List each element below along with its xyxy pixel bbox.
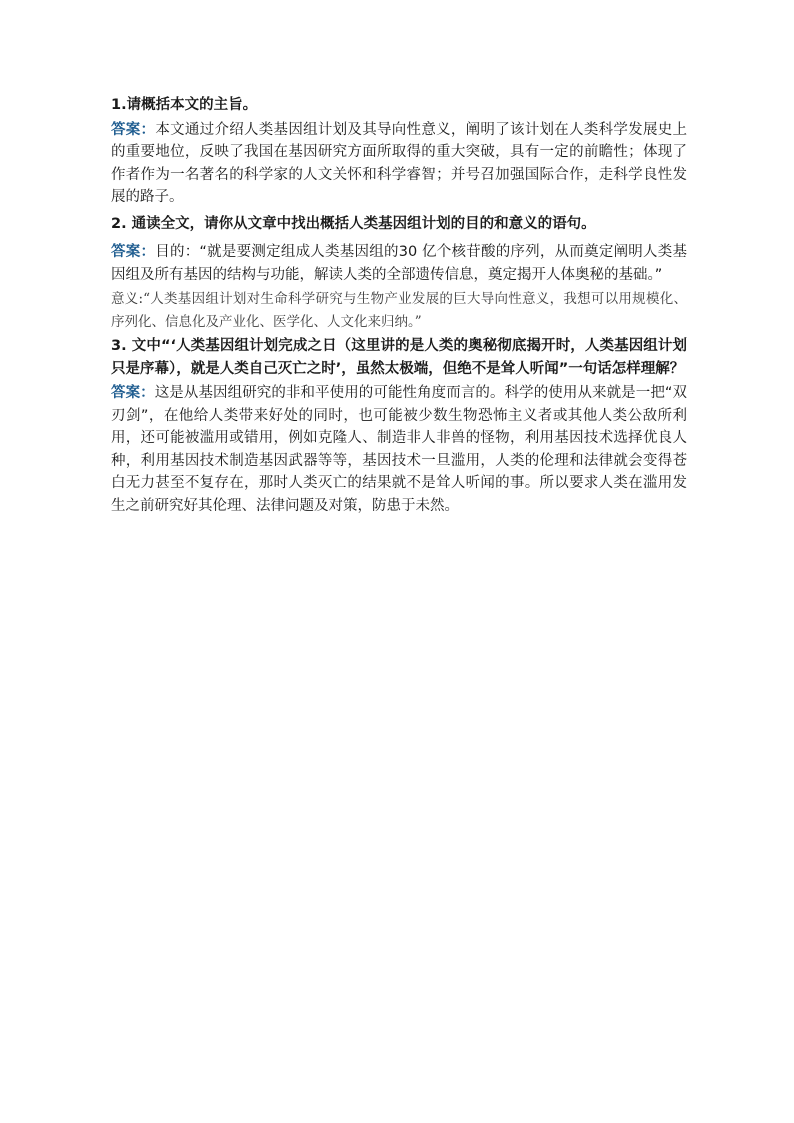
answer-3 [111, 382, 687, 517]
question-3: 3. 文中“‘人类基因组计划完成之日（这里讲的是人类的奥秘彻底揭开时，人类基因组计划只是序幕），就是人类自己灭亡之时’，虽然太极端，但绝不是耸人听闻”一句话怎样理解？ [111, 338, 687, 377]
answer-3-text: 这是从基因组研究的非和平使用的可能性角度而言的。科学的使用从来就是一把“双刃剑”，在他给人类带来好处的同时，也可能被少数生物恐怖主义者或其他人类公敌所利用，还可能被滥用或错用，例如克隆人、制造非人非兽的怪物，利用基因技术选择优良人种，利用基因技术制造基因武器等等，基因技术一旦滥用，人类的伦理和法律就会变得苍白无力甚至不复存在，那时人类灭亡的结果就不是耸人听闻的事。所以要求人类在滥用发生之前研究好其伦理、法律问题及对策，防患于未然。 [111, 385, 687, 514]
answer-label: 答案： [111, 385, 155, 401]
document-body [111, 92, 687, 519]
answer-2-purpose [111, 241, 687, 286]
answer-2-meaning: 意义:“人类基因组计划对生命科学研究与生物产业发展的巨大导向性意义，我想可以用规模化、序列化、信息化及产业化、医学化、人文化来归纳。” [111, 291, 687, 330]
answer-label: 答案： [111, 121, 156, 138]
answer-2-purpose-text: 目的：“就是要测定组成人类基因组的30 亿个核苷酸的序列，从而奠定阐明人类基因组及所有基因的结构与功能，解读人类的全部遗传信息，奠定揭开人体奥秘的基础。” [111, 244, 688, 283]
answer-1-text: 本文通过介绍人类基因组计划及其导向性意义，阐明了该计划在人类科学发展史上的重要地位，反映了我国在基因研究方面所取得的重大突破，具有一定的前瞻性；体现了作者作为一名著名的科学家的人文关怀和科学睿智；并号召加强国际合作，走科学良性发展的路子。 [111, 121, 688, 205]
question-1: 1.请概括本文的主旨。 [111, 97, 258, 113]
answer-1 [111, 119, 687, 209]
answer-label: 答案： [111, 244, 156, 260]
question-2: 2. 通读全文，请你从文章中找出概括人类基因组计划的目的和意义的语句。 [111, 215, 596, 232]
